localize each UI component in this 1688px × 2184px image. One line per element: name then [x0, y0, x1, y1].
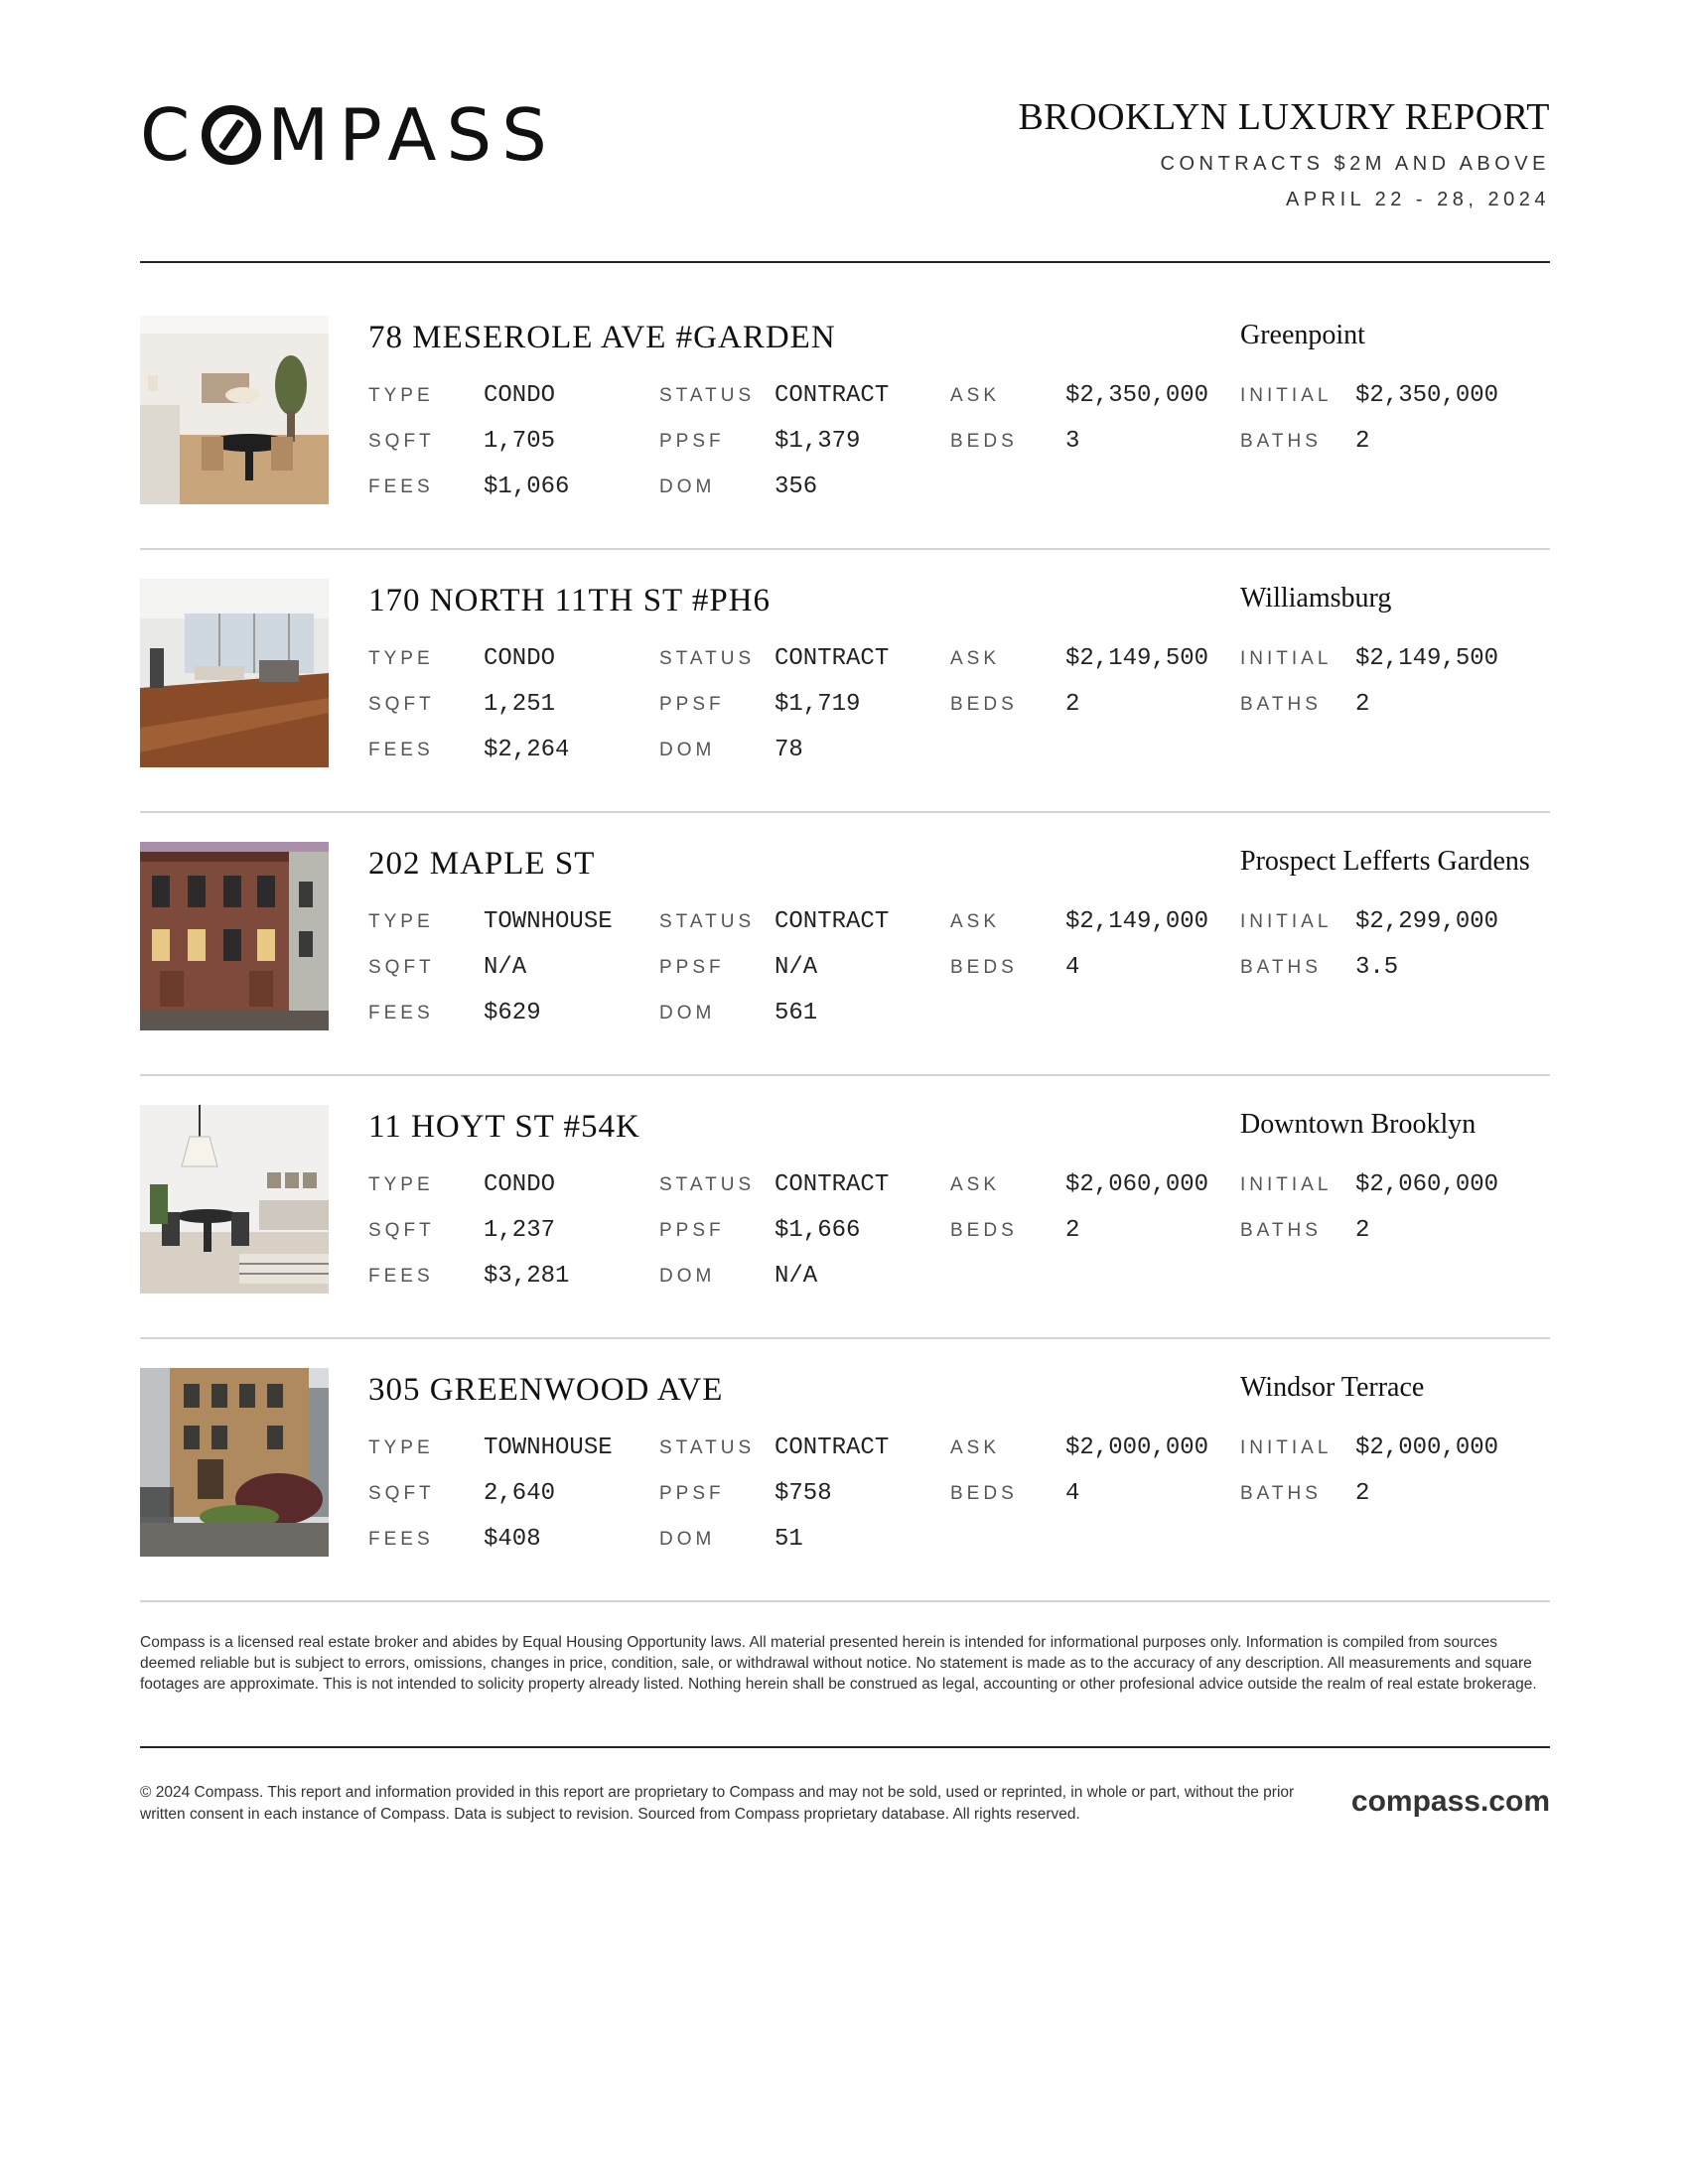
- listings-list: [140, 316, 1550, 1631]
- beds-label: BEDS: [950, 1483, 1018, 1504]
- sqft-label: SQFT: [368, 431, 435, 452]
- dom-value: 561: [774, 1000, 818, 1026]
- listing: [140, 1105, 1550, 1368]
- listing-address: 305 GREENWOOD AVE: [368, 1372, 724, 1408]
- baths-label: BATHS: [1240, 957, 1322, 978]
- type-value: TOWNHOUSE: [484, 908, 613, 935]
- interior-dining-photo: [140, 316, 329, 504]
- fees-label: FEES: [368, 1266, 434, 1287]
- listing-photo: [140, 1368, 329, 1557]
- initial-value: $2,299,000: [1355, 908, 1499, 935]
- ppsf-label: PPSF: [659, 957, 725, 978]
- dom-label: DOM: [659, 477, 716, 497]
- status-label: STATUS: [659, 1437, 756, 1458]
- copyright-notice: © 2024 Compass. This report and information provided in this report are proprietary to Compass and may not be sold, used or reprinted, in whole or part, without the prior written consent in each instance of Compass. Data is subject to revision. Sourced from Compass proprietary database. All rights reserved.: [140, 1784, 1295, 1823]
- beds-label: BEDS: [950, 431, 1018, 452]
- listing-photo: [140, 842, 329, 1030]
- listing-address: 170 NORTH 11TH ST #PH6: [368, 583, 772, 618]
- listing-divider: [140, 1600, 1550, 1602]
- fees-value: $629: [484, 1000, 541, 1026]
- baths-label: BATHS: [1240, 1220, 1322, 1241]
- fees-label: FEES: [368, 477, 434, 497]
- fees-label: FEES: [368, 1003, 434, 1024]
- initial-value: $2,350,000: [1355, 382, 1499, 409]
- initial-label: INITIAL: [1240, 648, 1333, 669]
- listing-neighborhood: Downtown Brooklyn: [1240, 1109, 1477, 1140]
- dom-value: 78: [774, 737, 803, 763]
- fees-value: $2,264: [484, 737, 570, 763]
- fees-label: FEES: [368, 740, 434, 760]
- report-subtitle: CONTRACTS $2M AND ABOVE: [1160, 153, 1550, 175]
- dom-value: N/A: [774, 1263, 818, 1290]
- listing: [140, 316, 1550, 579]
- baths-label: BATHS: [1240, 431, 1322, 452]
- beds-label: BEDS: [950, 1220, 1018, 1241]
- sqft-label: SQFT: [368, 957, 435, 978]
- listing-photo: [140, 1105, 329, 1294]
- compass-logo: C MPASS: [140, 93, 557, 177]
- listing-neighborhood: Windsor Terrace: [1240, 1372, 1425, 1403]
- dom-value: 51: [774, 1526, 803, 1553]
- beds-label: BEDS: [950, 694, 1018, 715]
- fees-value: $3,281: [484, 1263, 570, 1290]
- beds-value: 4: [1065, 1480, 1080, 1507]
- initial-label: INITIAL: [1240, 911, 1333, 932]
- report-header: [140, 93, 1550, 210]
- listing-divider: [140, 811, 1550, 813]
- type-label: TYPE: [368, 911, 434, 932]
- brick-townhouse-photo: [140, 1368, 329, 1557]
- status-label: STATUS: [659, 648, 756, 669]
- sqft-value: 1,251: [484, 691, 556, 718]
- listing-divider: [140, 548, 1550, 550]
- listing-photo: [140, 579, 329, 767]
- interior-living-photo: [140, 579, 329, 767]
- status-label: STATUS: [659, 385, 756, 406]
- ppsf-value: $758: [774, 1480, 832, 1507]
- ppsf-value: $1,719: [774, 691, 861, 718]
- beds-label: BEDS: [950, 957, 1018, 978]
- listing-photo: [140, 316, 329, 504]
- status-value: CONTRACT: [774, 382, 890, 409]
- type-value: TOWNHOUSE: [484, 1434, 613, 1461]
- dom-label: DOM: [659, 1266, 716, 1287]
- beds-value: 4: [1065, 954, 1080, 981]
- report-title: BROOKLYN LUXURY REPORT: [1018, 96, 1550, 138]
- baths-value: 2: [1355, 428, 1370, 455]
- listing-divider: [140, 1074, 1550, 1076]
- ask-value: $2,060,000: [1065, 1171, 1209, 1198]
- ppsf-label: PPSF: [659, 694, 725, 715]
- listing-divider: [140, 1337, 1550, 1339]
- baths-label: BATHS: [1240, 1483, 1322, 1504]
- fees-value: $408: [484, 1526, 541, 1553]
- ppsf-label: PPSF: [659, 1483, 725, 1504]
- sqft-label: SQFT: [368, 1220, 435, 1241]
- initial-value: $2,000,000: [1355, 1434, 1499, 1461]
- ppsf-value: $1,379: [774, 428, 861, 455]
- interior-dining-pendant-photo: [140, 1105, 329, 1294]
- ask-value: $2,000,000: [1065, 1434, 1209, 1461]
- report-date-range: APRIL 22 - 28, 2024: [1286, 189, 1550, 210]
- sqft-label: SQFT: [368, 1483, 435, 1504]
- ask-label: ASK: [950, 648, 1001, 669]
- status-value: CONTRACT: [774, 1171, 890, 1198]
- townhouse-facade-photo: [140, 842, 329, 1030]
- sqft-value: 1,705: [484, 428, 556, 455]
- ppsf-label: PPSF: [659, 431, 725, 452]
- listing: [140, 579, 1550, 842]
- ask-label: ASK: [950, 1174, 1001, 1195]
- sqft-label: SQFT: [368, 694, 435, 715]
- status-label: STATUS: [659, 911, 756, 932]
- sqft-value: N/A: [484, 954, 527, 981]
- status-value: CONTRACT: [774, 908, 890, 935]
- listing: [140, 1368, 1550, 1631]
- type-value: CONDO: [484, 1171, 556, 1198]
- type-label: TYPE: [368, 385, 434, 406]
- ask-value: $2,149,500: [1065, 645, 1209, 672]
- baths-value: 2: [1355, 691, 1370, 718]
- dom-label: DOM: [659, 1003, 716, 1024]
- baths-value: 3.5: [1355, 954, 1399, 981]
- listing-neighborhood: Greenpoint: [1240, 320, 1365, 350]
- sqft-value: 1,237: [484, 1217, 556, 1244]
- type-label: TYPE: [368, 1437, 434, 1458]
- sqft-value: 2,640: [484, 1480, 556, 1507]
- status-label: STATUS: [659, 1174, 756, 1195]
- listing-address: 11 HOYT ST #54K: [368, 1109, 640, 1145]
- dom-value: 356: [774, 474, 818, 500]
- dom-label: DOM: [659, 740, 716, 760]
- beds-value: 3: [1065, 428, 1080, 455]
- listing-neighborhood: Prospect Lefferts Gardens: [1240, 846, 1530, 877]
- initial-label: INITIAL: [1240, 385, 1333, 406]
- baths-value: 2: [1355, 1480, 1370, 1507]
- fees-value: $1,066: [484, 474, 570, 500]
- footer-divider: [140, 1746, 1550, 1748]
- type-value: CONDO: [484, 382, 556, 409]
- ask-value: $2,350,000: [1065, 382, 1209, 409]
- type-label: TYPE: [368, 1174, 434, 1195]
- dom-label: DOM: [659, 1529, 716, 1550]
- beds-value: 2: [1065, 1217, 1080, 1244]
- listing: [140, 842, 1550, 1105]
- beds-value: 2: [1065, 691, 1080, 718]
- ask-label: ASK: [950, 385, 1001, 406]
- type-value: CONDO: [484, 645, 556, 672]
- ppsf-label: PPSF: [659, 1220, 725, 1241]
- website-link[interactable]: compass.com: [1350, 1785, 1550, 1818]
- initial-label: INITIAL: [1240, 1437, 1333, 1458]
- type-label: TYPE: [368, 648, 434, 669]
- baths-value: 2: [1355, 1217, 1370, 1244]
- legal-disclaimer: Compass is a licensed real estate broker and abides by Equal Housing Opportunity laws. All material presented herein is intended for informational purposes only. Information is compiled from sources deemed reliable but is subject to errors, omissions, changes in price, condition, sale, or withdrawal without notice. No statement is made as to the accuracy of any description. All measurements and square footages are approximate. This is not intended to solicity property already listed. Nothing herein shall be construed as legal, accounting or other profesional advice outside the realm of real estate brokerage.: [140, 1634, 1537, 1693]
- ask-value: $2,149,000: [1065, 908, 1209, 935]
- baths-label: BATHS: [1240, 694, 1322, 715]
- ask-label: ASK: [950, 1437, 1001, 1458]
- ppsf-value: $1,666: [774, 1217, 861, 1244]
- fees-label: FEES: [368, 1529, 434, 1550]
- status-value: CONTRACT: [774, 645, 890, 672]
- ppsf-value: N/A: [774, 954, 818, 981]
- initial-label: INITIAL: [1240, 1174, 1333, 1195]
- initial-value: $2,149,500: [1355, 645, 1499, 672]
- ask-label: ASK: [950, 911, 1001, 932]
- listing-address: 202 MAPLE ST: [368, 846, 596, 882]
- initial-value: $2,060,000: [1355, 1171, 1499, 1198]
- header-divider: [140, 261, 1550, 263]
- listing-neighborhood: Williamsburg: [1240, 583, 1392, 614]
- listing-address: 78 MESEROLE AVE #GARDEN: [368, 320, 836, 355]
- status-value: CONTRACT: [774, 1434, 890, 1461]
